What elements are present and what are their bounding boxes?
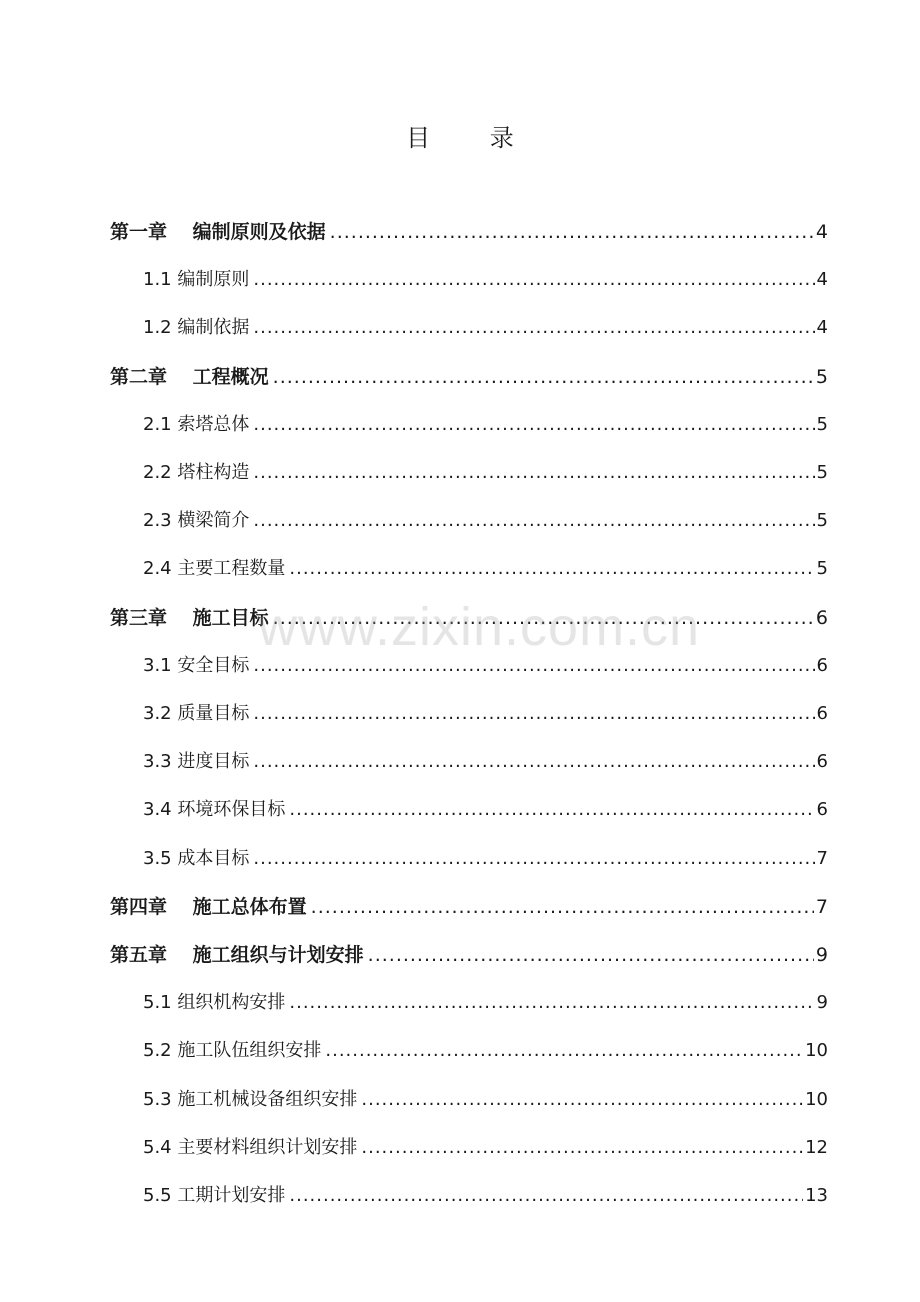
toc-entry-number: 2.1 [143,414,172,435]
toc-entry-number: 3.3 [143,751,172,772]
toc-leader-dots [273,362,814,392]
toc-leader-dots [253,265,814,295]
toc-entry-page: 5 [816,510,828,531]
toc-leader-dots [253,699,814,729]
toc-leader-dots [289,1181,803,1211]
toc-leader-dots [253,651,814,681]
toc-entry-gap [167,362,193,392]
toc-section-entry[interactable] [143,554,828,584]
toc-entry-number: 2.2 [143,462,172,483]
toc-entry-number: 2.4 [143,558,172,579]
toc-entry-page: 9 [816,992,828,1013]
toc-section-entry[interactable] [143,844,828,874]
toc-leader-dots [253,410,814,440]
toc-chapter-entry[interactable] [110,217,828,247]
toc-entry-number: 第一章 [110,221,168,243]
toc-entry-page: 5 [815,366,828,388]
toc-entry-label: 施工目标 [192,607,269,629]
toc-section-entry[interactable] [143,1181,828,1211]
toc-entry-label: 工期计划安排 [177,1185,286,1206]
watermark: www.zixin.com.cn [258,597,701,657]
toc-entry-gap [167,940,193,970]
toc-entry-page: 5 [816,558,828,579]
toc-leader-dots [253,313,814,343]
toc-entry-page: 6 [816,751,828,772]
toc-chapter-entry[interactable] [110,362,828,392]
toc-section-entry[interactable] [143,795,828,825]
toc-entry-gap [167,603,193,633]
toc-entry-number: 5.4 [143,1137,172,1158]
toc-entry-label: 施工组织与计划安排 [192,944,364,966]
toc-entry-label: 编制原则 [177,269,250,290]
toc-section-entry[interactable] [143,988,828,1018]
toc-chapter-entry[interactable] [110,892,828,922]
toc-section-entry[interactable] [143,747,828,777]
toc-entry-page: 4 [816,269,828,290]
toc-entry-number: 3.2 [143,703,172,724]
toc-entry-number: 3.5 [143,848,172,869]
toc-section-entry[interactable] [143,265,828,295]
toc-entry-number: 5.2 [143,1040,172,1061]
toc-leader-dots [361,1133,803,1163]
toc-leader-dots [330,217,814,247]
toc-section-entry[interactable] [143,699,828,729]
toc-entry-page: 6 [816,655,828,676]
toc-leader-dots [289,554,814,584]
toc-entry-label: 塔柱构造 [177,462,250,483]
toc-entry-page: 7 [815,896,828,918]
toc-section-entry[interactable] [143,410,828,440]
toc-leader-dots [253,458,814,488]
toc-section-entry[interactable] [143,1036,828,1066]
toc-entry-page: 13 [805,1185,828,1206]
toc-entry-page: 5 [816,462,828,483]
toc-entry-label: 索塔总体 [177,414,250,435]
toc-entry-label: 成本目标 [177,848,250,869]
toc-leader-dots [368,940,814,970]
toc-entry-gap [167,892,193,922]
toc-entry-page: 10 [805,1040,828,1061]
toc-entry-page: 4 [816,317,828,338]
toc-entry-number: 2.3 [143,510,172,531]
toc-title: 目 录 [406,124,540,152]
toc-entry-page: 12 [805,1137,828,1158]
toc-entry-label: 编制原则及依据 [192,221,326,243]
toc-entry-page: 6 [816,799,828,820]
toc-entry-label: 质量目标 [177,703,250,724]
toc-entry-page: 7 [816,848,828,869]
toc-section-entry[interactable] [143,651,828,681]
toc-entry-number: 第三章 [110,607,168,629]
toc-leader-dots [325,1036,803,1066]
toc-entry-label: 横梁简介 [177,510,250,531]
toc-section-entry[interactable] [143,1085,828,1115]
toc-entry-label: 环境环保目标 [177,799,286,820]
toc-entry-label: 进度目标 [177,751,250,772]
toc-entry-page: 4 [815,221,828,243]
toc-section-entry[interactable] [143,458,828,488]
toc-entry-number: 5.1 [143,992,172,1013]
toc-entry-label: 编制依据 [177,317,250,338]
toc-entry-number: 1.2 [143,317,172,338]
toc-leader-dots [253,747,814,777]
toc-entry-number: 5.5 [143,1185,172,1206]
toc-entry-page: 9 [815,944,828,966]
toc-entry-page: 6 [816,703,828,724]
toc-entry-label: 主要工程数量 [177,558,286,579]
toc-entry-label: 主要材料组织计划安排 [177,1137,358,1158]
toc-entry-page: 5 [816,414,828,435]
toc-leader-dots [253,506,814,536]
toc-chapter-entry[interactable] [110,940,828,970]
toc-entry-number: 3.4 [143,799,172,820]
toc-entry-number: 第五章 [110,944,168,966]
toc-entry-number: 3.1 [143,655,172,676]
toc-entry-page: 10 [805,1089,828,1110]
toc-entry-number: 第二章 [110,366,168,388]
toc-section-entry[interactable] [143,506,828,536]
toc-leader-dots [361,1085,803,1115]
toc-entry-label: 安全目标 [177,655,250,676]
toc-entry-number: 第四章 [110,896,168,918]
toc-chapter-entry[interactable] [110,603,828,633]
toc-entry-number: 5.3 [143,1089,172,1110]
toc-entry-label: 工程概况 [192,366,269,388]
toc-section-entry[interactable] [143,313,828,343]
toc-entry-gap [167,217,193,247]
toc-leader-dots [273,603,814,633]
toc-entry-label: 施工队伍组织安排 [177,1040,322,1061]
toc-leader-dots [311,892,814,922]
toc-leader-dots [289,988,814,1018]
toc-entry-page: 6 [815,607,828,629]
toc-leader-dots [289,795,814,825]
toc-entry-label: 施工机械设备组织安排 [177,1089,358,1110]
toc-entry-label: 施工总体布置 [192,896,307,918]
toc-entry-number: 1.1 [143,269,172,290]
toc-section-entry[interactable] [143,1133,828,1163]
toc-entry-label: 组织机构安排 [177,992,286,1013]
toc-leader-dots [253,844,814,874]
